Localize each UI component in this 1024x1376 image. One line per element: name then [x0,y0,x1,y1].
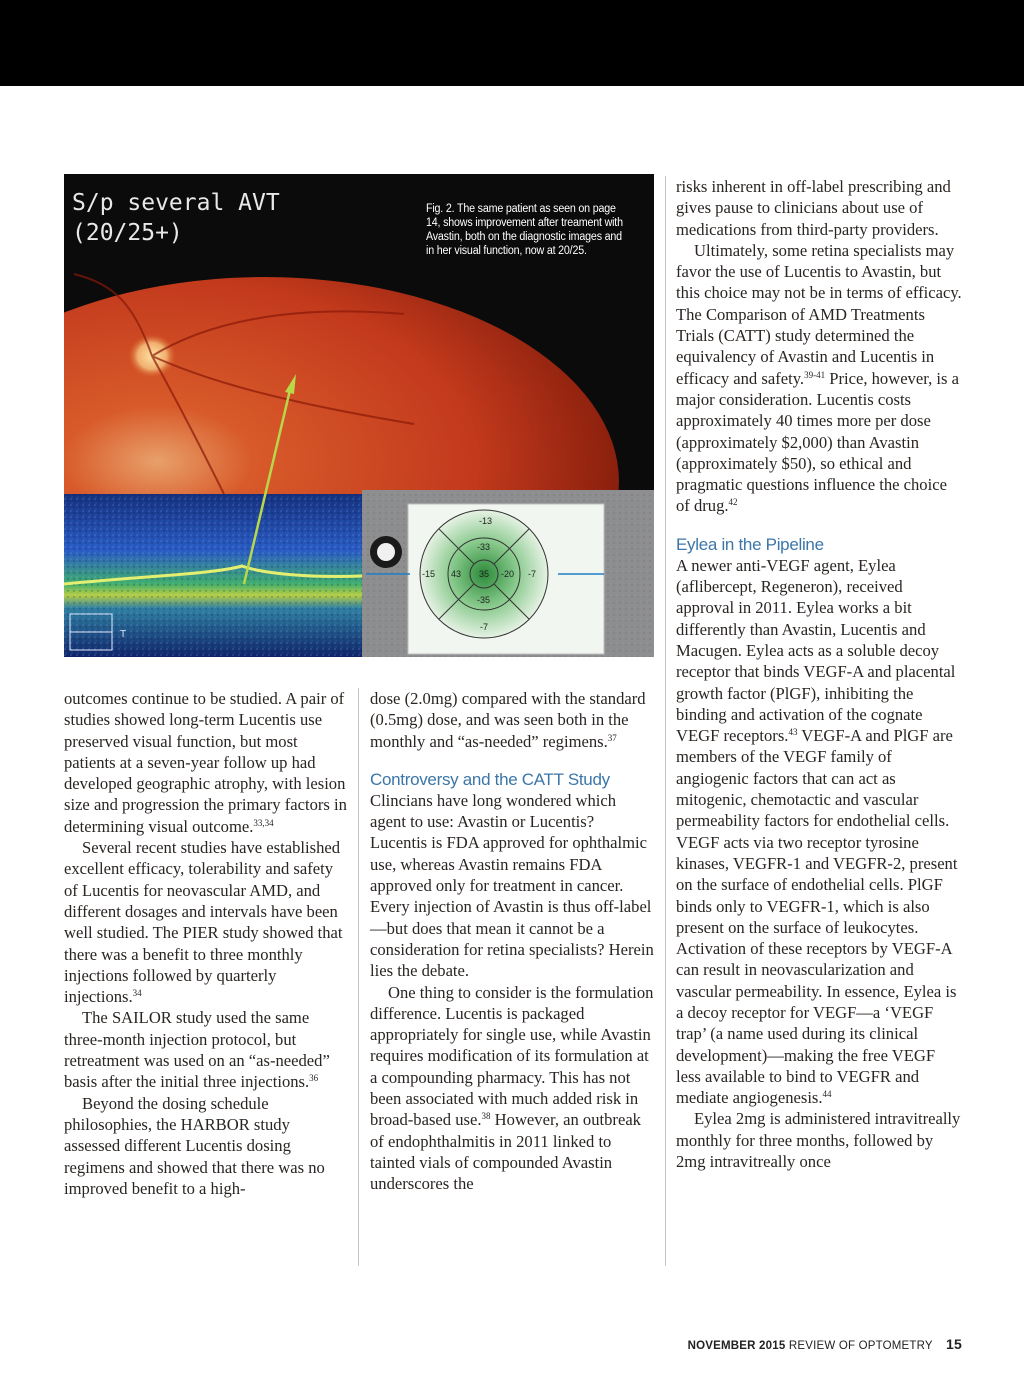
grid-value-inner-top: -33 [477,542,491,552]
paragraph: Eylea 2mg is administered intravitreally monthly for three months, followed by 2mg intravitreally once [676,1109,961,1172]
reference: 43 [788,727,798,738]
page-number: 15 [946,1336,962,1352]
reference: 36 [309,1073,319,1084]
figure-caption: Fig. 2. The same patient as seen on page 14, shows improvement after treament with Avastin, both on the diagnostic images and in her visual function, now at 20/25. [426,203,623,257]
reference: 33,34 [253,817,274,828]
oct-mark: T [120,629,127,640]
grid-value-left-inner: 43 [451,569,462,579]
reference: 34 [132,988,142,999]
paragraph: Several recent studies have established excellent efficacy, tolerability and safety of Lucentis for neovascular AMD, and different dosages and intervals have been well studied. The PIER study showed that there was a benefit to three monthly injections followed by quarterly injections.$^{34}$ [64,838,343,1007]
section-heading-eylea: Eylea in the Pipeline [676,534,824,554]
grid-value-center: 35 [479,569,490,579]
paragraph: dose (2.0mg) compared with the standard (0.5mg) dose, and was seen both in the monthly and “as-needed” regimens.$^{37}$ [370,689,646,751]
paragraph: The SAILOR study used the same three-month injection protocol, but retreatment was used on an “as-needed” basis after the initial three injections.$^{36}$ [64,1008,330,1092]
paragraph: One thing to consider is the formulation difference. Lucentis is packaged appropriately for single use, while Avastin requires modification of its formulation at a compounding pharmacy. This has not been associated with much added risk in broad-based use.$^{38}$ However, an outbreak of endophthalmitis in 2011 linked to tainted vials of compounded Avastin underscores the [370,982,654,1194]
grid-value-right-inner: -20 [501,569,515,579]
grid-value-right-outer: -7 [528,569,537,579]
figure-label [72,188,280,248]
etdrs-grid [420,510,548,638]
reference: 39-41 [804,369,826,380]
paragraph: outcomes continue to be studied. A pair of studies showed long-term Lucentis use preserved visual function, but most patients at a seven-year follow up had developed geographic atrophy, with lesion size and progression the primary factors in determining visual outcome.$^{33,34}$ [64,689,347,836]
figure-label-line1: S/p several AVT [72,190,280,216]
footer-date: NOVEMBER 2015 [687,1340,786,1352]
page-footer [680,1336,962,1352]
paragraph: Beyond the dosing schedule philosophies, the HARBOR study assessed different Lucentis dosing regimens and showed that there was no improved benefit to a high- [64,1093,325,1198]
figure-2 [64,174,654,657]
reference: 38 [481,1111,491,1122]
column-rule [358,688,359,1266]
paragraph: risks inherent in off-label prescribing and gives pause to clinicians about use of medications from third-party providers. [676,177,951,239]
top-black-band [0,0,1024,86]
column-rule [665,176,666,1266]
column-1 [64,688,348,1199]
reference: 44 [822,1089,832,1100]
column-2 [370,688,654,1195]
grid-value-left-outer: -15 [422,569,436,579]
reference: 42 [728,497,738,508]
grid-value-inner-bottom: -35 [477,595,491,605]
paragraph: A newer anti-VEGF agent, Eylea (aflibercept, Regeneron), received approval in 2011. Eylea works a bit differently than Avastin, Lucentis and Macugen. Eylea acts as a soluble decoy receptor that binds VEGF-A and placental growth factor (PlGF), inhibiting the binding and activation of the cognate VEGF receptors.$^{43}$ VEGF-A and PlGF are members of the VEGF family of angiogenic factors that can act as mitogenic, chemotactic and vascular permeability factors for endothelial cells. VEGF acts via two receptor tyrosine kinases, VEGFR-1 and VEGFR-2, present on the surface of endothelial cells. PlGF binds only to VEGFR-1, which is also present on the surface of leukocytes. Activation of these receptors by VEGF-A can result in neovascularization and vascular permeability. In essence, Eylea is a decoy receptor for VEGF—a ‘VEGF trap’ (a name used during its clinical development)—making the free VEGF less available to bind to VEGFR and mediate angiogenesis.$^{44}$ [676,555,958,1108]
grid-value-bottom: -7 [480,622,489,632]
figure-label-line2: (20/25+) [72,220,183,246]
paragraph: Ultimately, some retina specialists may favor the use of Lucentis to Avastin, but this choice may not be in terms of efficacy. The Comparison of AMD Treatments Trials (CATT) study determined the equivalency of Avastin and Lucentis in efficacy and safety.$^{39-41}$ Price, however, is a major consideration. Lucentis costs approximately 40 times more per dose (approximately $2,000) than Avastin (approximately $50), so ethical and pragmatic questions influence the choice of drug.$^{42}$ [676,240,962,516]
reference: 37 [607,732,617,743]
paragraph: Clincians have long wondered which agent to use: Avastin or Lucentis? Lucentis is FDA approved for ophthalmic use, whereas Avastin remains FDA approved only for treatment in cancer. Every injection of Avastin is thus off-label—but does that mean it cannot be a consideration for retina specialists? Herein lies the debate. [370,790,654,981]
column-3 [676,176,962,1172]
grid-value-top: -13 [479,516,493,526]
section-heading-catt: Controversy and the CATT Study [370,769,610,789]
footer-publication: REVIEW OF OPTOMETRY [788,1340,933,1352]
